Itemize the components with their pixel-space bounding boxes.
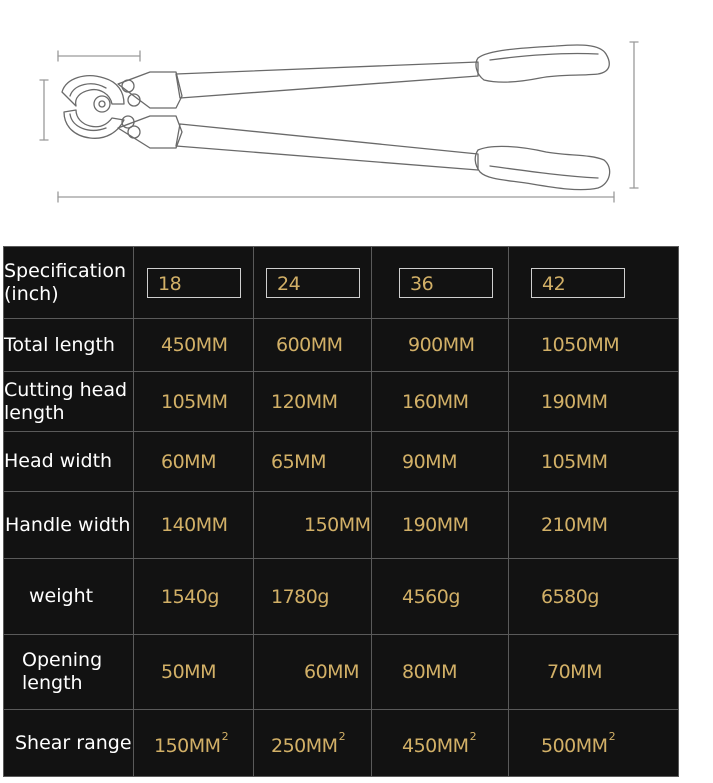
specification-table: [3, 246, 679, 777]
cell-value: 160MM: [402, 390, 469, 413]
row-label-weight: weight: [4, 559, 134, 635]
size-box-36: 36: [399, 268, 493, 298]
cell-value: 4560g: [402, 585, 460, 608]
cell-value: 6580g: [541, 585, 599, 608]
table-row: [4, 559, 679, 635]
cell-value: 210MM: [541, 514, 608, 536]
cell-value: 450MM: [161, 334, 228, 356]
cell-value: 1540g: [161, 585, 219, 608]
table-row: [4, 635, 679, 710]
cell-value: 80MM: [402, 661, 457, 683]
table-row: [4, 432, 679, 492]
superscript-squared: 2: [469, 729, 477, 743]
cell-value: 60MM: [161, 450, 216, 473]
size-box-24: 24: [266, 268, 360, 298]
superscript-squared: 2: [608, 729, 616, 743]
cell-value: 120MM: [271, 390, 338, 413]
cell-value: 90MM: [402, 450, 457, 473]
cell-value: 190MM: [541, 390, 608, 413]
cell-value: 900MM: [408, 334, 475, 356]
cable-cutter-illustration: [0, 0, 713, 240]
superscript-squared: 2: [338, 729, 346, 743]
cell-value: 600MM: [276, 334, 343, 356]
table-row: [4, 710, 679, 777]
size-box-18: 18: [147, 268, 241, 298]
cell-value: 500MM: [541, 734, 608, 757]
cell-value: 60MM: [304, 661, 359, 683]
cell-value: 1780g: [271, 585, 329, 608]
cell-value: 140MM: [161, 514, 228, 536]
superscript-squared: 2: [221, 729, 229, 743]
row-label-head-width: Head width: [4, 432, 134, 492]
cell-value: 1050MM: [541, 334, 620, 356]
cell-value: 150MM: [154, 734, 221, 757]
row-label-cutting-head-length: Cutting head length: [4, 372, 134, 432]
cell-value: 150MM: [304, 514, 371, 536]
table-header-row: [4, 247, 679, 319]
table-row: [4, 319, 679, 372]
cell-value: 250MM: [271, 734, 338, 757]
table-row: [4, 372, 679, 432]
table-row: [4, 492, 679, 559]
cell-value: 450MM: [402, 734, 469, 757]
cell-value: 105MM: [541, 450, 608, 473]
row-label-shear-range: Shear range: [4, 710, 134, 777]
size-box-42: 42: [531, 268, 625, 298]
cell-value: 190MM: [402, 514, 469, 536]
row-label-handle-width: Handle width: [4, 492, 134, 559]
cell-value: 65MM: [271, 450, 326, 473]
cell-value: 70MM: [547, 661, 602, 683]
cell-value: 50MM: [161, 661, 216, 683]
row-label-total-length: Total length: [4, 319, 134, 372]
row-label-opening-length: Opening length: [4, 635, 134, 710]
spec-header-label: Specification (inch): [4, 247, 134, 319]
cell-value: 105MM: [161, 390, 228, 413]
